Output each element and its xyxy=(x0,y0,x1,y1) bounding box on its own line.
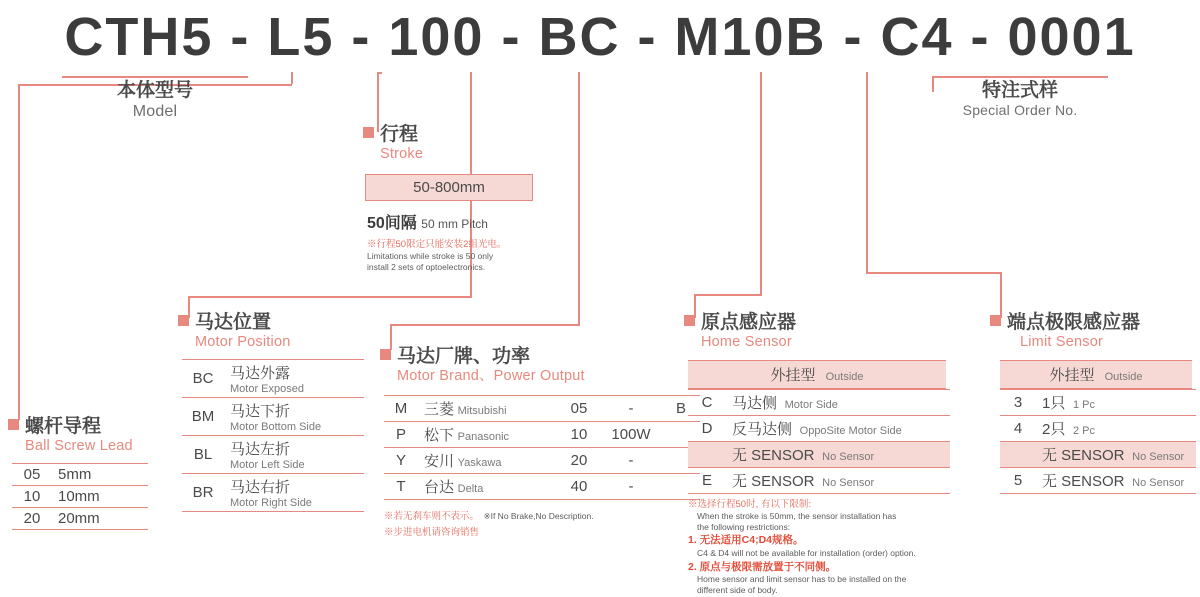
motor-brand-en-2: Yaskawa xyxy=(457,457,502,470)
lead-bullet-icon xyxy=(8,419,19,430)
limit-sensor-en-3: No Sensor xyxy=(1132,477,1185,490)
motor-brand-label-cn: 马达厂牌、功率 xyxy=(397,346,531,367)
leader-line-limitsensor-v1 xyxy=(866,72,868,272)
table-row xyxy=(182,398,364,436)
motor-brand-name-1 xyxy=(418,422,558,448)
stroke-note-cn: ※行程50限定只能安装2组光电。 xyxy=(367,239,507,251)
motor-position-label-cn: 马达位置 xyxy=(195,312,272,333)
motor-position-en-3: Motor Right Side xyxy=(230,497,312,510)
home-sensor-value-1 xyxy=(726,416,950,442)
motor-position-cn-2: 马达左折 xyxy=(230,441,291,459)
lead-code-0: 05 xyxy=(12,464,52,486)
leader-line-motorpos-h xyxy=(188,296,472,298)
motor-position-en-2: Motor Left Side xyxy=(230,459,305,472)
home-sensor-code-3: E xyxy=(688,468,726,494)
home-sensor-label-en: Home Sensor xyxy=(701,333,792,350)
table-row xyxy=(688,442,950,468)
table-row xyxy=(182,474,364,512)
home-sensor-note-title-en2: the following restrictions: xyxy=(697,521,791,532)
lead-value-2: 20mm xyxy=(52,508,148,530)
motor-position-code-2: BL xyxy=(182,436,224,474)
motor-position-value-0 xyxy=(224,360,364,398)
limit-sensor-value-0 xyxy=(1036,390,1196,416)
motor-brand-name-2 xyxy=(418,448,558,474)
motor-position-code-0: BC xyxy=(182,360,224,398)
motor-brand-note1-cn: ※若无刹车则不表示。 xyxy=(384,511,480,523)
special-order-label-en: Special Order No. xyxy=(962,101,1078,118)
table-row xyxy=(12,464,148,486)
table-row xyxy=(182,360,364,398)
motor-position-code-1: BM xyxy=(182,398,224,436)
home-sensor-value-0 xyxy=(726,390,950,416)
limit-sensor-value-2 xyxy=(1036,442,1196,468)
section-special-order xyxy=(932,80,1108,119)
home-sensor-note2-cn: 2. 原点与极限需放置于不同侧。 xyxy=(688,560,837,573)
motor-position-table xyxy=(182,359,364,512)
motor-brake-0: B xyxy=(662,396,700,422)
table-row xyxy=(12,486,148,508)
limit-sensor-value-3 xyxy=(1036,468,1196,494)
home-sensor-en-1: OppoSite Motor Side xyxy=(799,425,902,438)
motor-brand-table xyxy=(384,395,700,500)
motor-position-cn-0: 马达外露 xyxy=(230,365,291,383)
table-row xyxy=(1000,390,1196,416)
home-sensor-cn-3: 无 SENSOR xyxy=(732,473,815,491)
home-sensor-note1-en: C4 & D4 will not be available for installation (order) option. xyxy=(697,548,916,558)
home-sensor-bullet-icon xyxy=(684,315,695,326)
motor-power-0: - xyxy=(600,396,662,422)
part-number: CTH5 - L5 - 100 - BC - M10B - C4 - 0001 xyxy=(64,7,1136,67)
home-sensor-header-en: Outside xyxy=(825,371,864,384)
motor-brand-cn-2: 安川 xyxy=(424,453,455,471)
leader-line-motorbrand-h xyxy=(390,324,580,326)
limit-sensor-cn-0: 1只 xyxy=(1042,395,1066,413)
leader-line-stroke-v xyxy=(377,72,379,132)
section-motor-brand xyxy=(380,346,700,539)
home-sensor-header xyxy=(688,360,946,389)
leader-line-homesensor-v1 xyxy=(760,72,762,294)
motor-brand-cn-0: 三菱 xyxy=(424,401,455,419)
motor-position-en-1: Motor Bottom Side xyxy=(230,421,322,434)
section-ball-screw-lead xyxy=(8,416,148,530)
table-row xyxy=(182,436,364,474)
home-sensor-note1-cn: 1. 无法适用C4;D4规格。 xyxy=(688,534,804,547)
section-home-sensor xyxy=(684,312,950,596)
stroke-note-en2: install 2 sets of optoelectronics. xyxy=(367,261,486,272)
home-sensor-en-3: No Sensor xyxy=(822,477,875,490)
stroke-label-en: Stroke xyxy=(380,145,424,162)
lead-value-1: 10mm xyxy=(52,486,148,508)
motor-position-code-3: BR xyxy=(182,474,224,512)
home-sensor-note2-en1: Home sensor and limit sensor has to be installed on the xyxy=(697,574,907,585)
motor-brand-name-0 xyxy=(418,396,558,422)
limit-sensor-header-en: Outside xyxy=(1104,371,1143,384)
table-row xyxy=(1000,442,1196,468)
home-sensor-cn-2: 无 SENSOR xyxy=(732,447,815,465)
motor-brand-bullet-icon xyxy=(380,349,391,360)
home-sensor-value-3 xyxy=(726,468,950,494)
motor-brand-en-1: Panasonic xyxy=(457,431,510,444)
motor-brand-code-3: T xyxy=(384,474,418,500)
lead-label-cn: 螺杆导程 xyxy=(25,416,102,437)
motor-power-code-1: 10 xyxy=(558,422,600,448)
motor-brand-note1-en: ※If No Brake,No Description. xyxy=(483,511,594,522)
limit-sensor-cn-1: 2只 xyxy=(1042,421,1066,439)
home-sensor-code-1: D xyxy=(688,416,726,442)
home-sensor-note2-en2: different side of body. xyxy=(697,584,778,595)
home-sensor-value-2 xyxy=(726,442,950,468)
motor-brand-code-0: M xyxy=(384,396,418,422)
home-sensor-table xyxy=(688,389,950,494)
motor-position-cn-1: 马达下折 xyxy=(230,403,291,421)
motor-brand-en-0: Mitsubishi xyxy=(457,405,507,418)
table-row xyxy=(384,422,700,448)
home-sensor-label-cn: 原点感应器 xyxy=(701,312,797,333)
limit-sensor-value-1 xyxy=(1036,416,1196,442)
limit-sensor-code-3: 5 xyxy=(1000,468,1036,494)
stroke-bullet-icon xyxy=(363,127,374,138)
home-sensor-cn-1: 反马达侧 xyxy=(732,421,793,439)
section-stroke xyxy=(363,124,533,272)
table-row xyxy=(12,508,148,530)
limit-sensor-code-2 xyxy=(1000,442,1036,468)
home-sensor-note-title-en1: When the stroke is 50mm, the sensor installation has xyxy=(697,511,897,522)
table-row xyxy=(1000,468,1196,494)
leader-line-special-order xyxy=(932,76,1108,78)
table-row xyxy=(1000,416,1196,442)
section-model xyxy=(62,80,248,121)
motor-brand-name-3 xyxy=(418,474,558,500)
home-sensor-code-0: C xyxy=(688,390,726,416)
motor-brand-note2-cn: ※步进电机请咨询销售 xyxy=(384,527,480,539)
home-sensor-header-cn: 外挂型 xyxy=(770,367,816,385)
lead-table xyxy=(12,463,148,530)
limit-sensor-header-cn: 外挂型 xyxy=(1049,367,1095,385)
limit-sensor-header xyxy=(1000,360,1192,389)
limit-sensor-cn-2: 无 SENSOR xyxy=(1042,447,1125,465)
limit-sensor-en-0: 1 Pc xyxy=(1072,399,1095,412)
stroke-pitch-en: 50 mm Pitch xyxy=(421,217,488,232)
leader-line-stroke-h xyxy=(377,72,382,74)
motor-power-2: - xyxy=(600,448,662,474)
stroke-range: 50-800mm xyxy=(365,174,533,201)
table-row xyxy=(384,448,700,474)
table-row xyxy=(688,390,950,416)
leader-line-model xyxy=(62,76,248,78)
limit-sensor-cn-3: 无 SENSOR xyxy=(1042,473,1125,491)
motor-position-label-en: Motor Position xyxy=(195,333,291,350)
motor-brand-code-2: Y xyxy=(384,448,418,474)
motor-power-3: - xyxy=(600,474,662,500)
motor-brand-cn-1: 松下 xyxy=(424,427,455,445)
home-sensor-code-2 xyxy=(688,442,726,468)
motor-brand-en-3: Delta xyxy=(457,483,484,496)
lead-label-en: Ball Screw Lead xyxy=(25,437,133,454)
motor-brand-label-en: Motor Brand、Power Output xyxy=(397,367,585,384)
motor-power-1: 100W xyxy=(600,422,662,448)
limit-sensor-en-1: 2 Pc xyxy=(1072,425,1095,438)
limit-sensor-code-0: 3 xyxy=(1000,390,1036,416)
leader-line-lead-v2 xyxy=(18,84,20,420)
leader-line-lead-v1 xyxy=(291,72,293,84)
table-row xyxy=(688,468,950,494)
motor-position-bullet-icon xyxy=(178,315,189,326)
motor-position-value-1 xyxy=(224,398,364,436)
table-row xyxy=(688,416,950,442)
motor-position-en-0: Motor Exposed xyxy=(230,383,304,396)
leader-line-homesensor-h xyxy=(694,294,762,296)
motor-power-code-0: 05 xyxy=(558,396,600,422)
home-sensor-note-title-cn: ※选择行程50时, 有以下限制: xyxy=(688,499,811,511)
limit-sensor-table xyxy=(1000,389,1196,494)
motor-brand-code-1: P xyxy=(384,422,418,448)
motor-brand-cn-3: 台达 xyxy=(424,479,455,497)
motor-power-code-3: 40 xyxy=(558,474,600,500)
special-order-label-cn: 特注式样 xyxy=(981,80,1058,101)
limit-sensor-bullet-icon xyxy=(990,315,1001,326)
leader-line-limitsensor-h xyxy=(866,272,1000,274)
lead-code-1: 10 xyxy=(12,486,52,508)
motor-position-value-2 xyxy=(224,436,364,474)
home-sensor-cn-0: 马达侧 xyxy=(732,395,778,413)
lead-value-0: 5mm xyxy=(52,464,148,486)
limit-sensor-label-en: Limit Sensor xyxy=(1020,333,1103,350)
leader-line-motorbrand-v1 xyxy=(578,72,580,324)
limit-sensor-label-cn: 端点极限感应器 xyxy=(1007,312,1141,333)
lead-code-2: 20 xyxy=(12,508,52,530)
table-row xyxy=(384,396,700,422)
model-label-en: Model xyxy=(132,102,178,120)
stroke-label-cn: 行程 xyxy=(380,124,419,145)
stroke-pitch-cn: 50间隔 xyxy=(367,215,417,233)
table-row xyxy=(384,474,700,500)
motor-position-value-3 xyxy=(224,474,364,512)
section-motor-position xyxy=(178,312,364,512)
home-sensor-en-0: Motor Side xyxy=(784,399,838,412)
section-limit-sensor xyxy=(990,312,1196,494)
model-label-cn: 本体型号 xyxy=(116,80,193,101)
limit-sensor-code-1: 4 xyxy=(1000,416,1036,442)
motor-power-code-2: 20 xyxy=(558,448,600,474)
home-sensor-en-2: No Sensor xyxy=(822,451,875,464)
stroke-note-en1: Limitations while stroke is 50 only xyxy=(367,251,494,262)
motor-position-cn-3: 马达右折 xyxy=(230,479,291,497)
limit-sensor-en-2: No Sensor xyxy=(1132,451,1185,464)
